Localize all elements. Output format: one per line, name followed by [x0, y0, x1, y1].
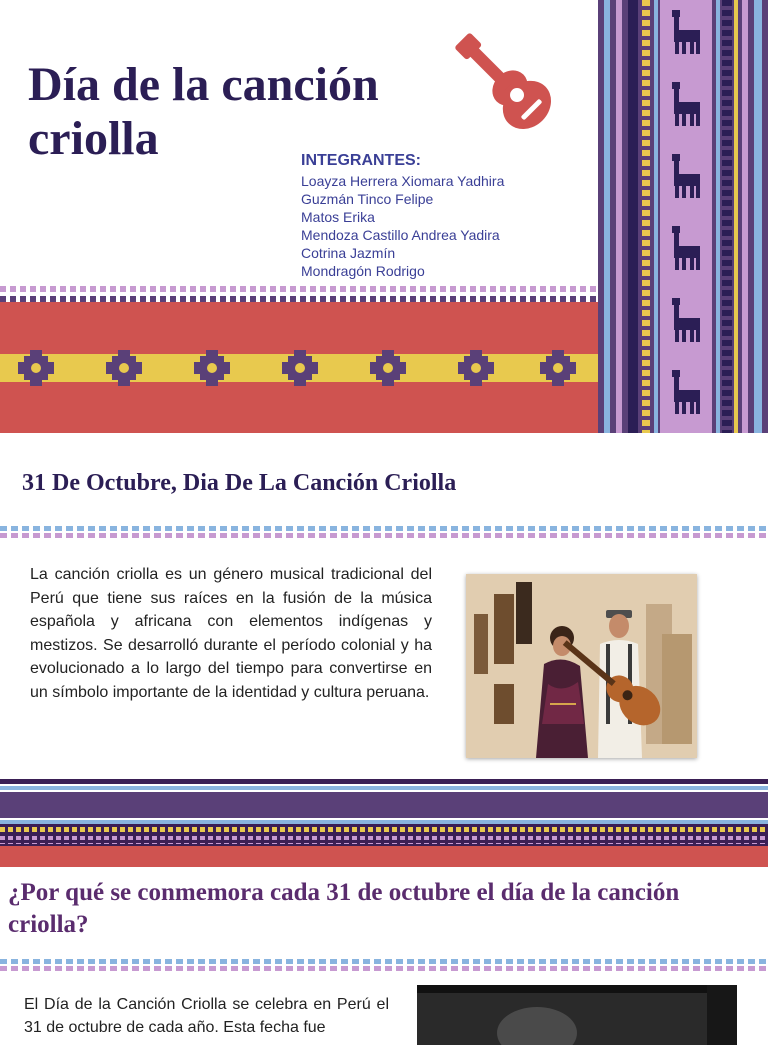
member-name: Loayza Herrera Xiomara Yadhira: [301, 173, 505, 189]
member-name: Guzmán Tinco Felipe: [301, 191, 434, 207]
llama-side-band: [598, 0, 768, 433]
decorative-dotted-line: [0, 526, 768, 540]
member-name: Mondragón Rodrigo: [301, 263, 425, 279]
member-name: Matos Erika: [301, 209, 375, 225]
section-paragraph: La canción criolla es un género musical tradicional del Perú que tiene sus raíces en la fusión de la música española y africana con elementos indígenas y mestizos. Se desarrolló durante el período colonial y ha evolucionado a lo largo del tiempo para convertirse en un símbolo importante de la identidad y cultura peruana.: [30, 566, 432, 701]
member-name: Mendoza Castillo Andrea Yadira: [301, 227, 500, 243]
section-heading: ¿Por qué se conmemora cada 31 de octubre el día de la canción criolla?: [8, 879, 680, 938]
page-title: Día de la canción criolla: [28, 58, 379, 165]
guitar-icon: [440, 18, 570, 148]
header-ornament-band: [0, 286, 598, 433]
decorative-dotted-line: [0, 959, 768, 973]
criolla-dancers-photo: [466, 574, 697, 758]
decorative-divider-band: [0, 779, 768, 867]
members-heading: INTEGRANTES:: [301, 152, 421, 169]
historical-photo: [417, 985, 737, 1045]
member-name: Cotrina Jazmín: [301, 245, 396, 261]
members-list: [301, 172, 504, 280]
section-heading: 31 De Octubre, Dia De La Canción Criolla: [22, 470, 457, 496]
section-paragraph: El Día de la Canción Criolla se celebra en Perú el 31 de octubre de cada año. Esta fecha fue: [24, 996, 389, 1036]
